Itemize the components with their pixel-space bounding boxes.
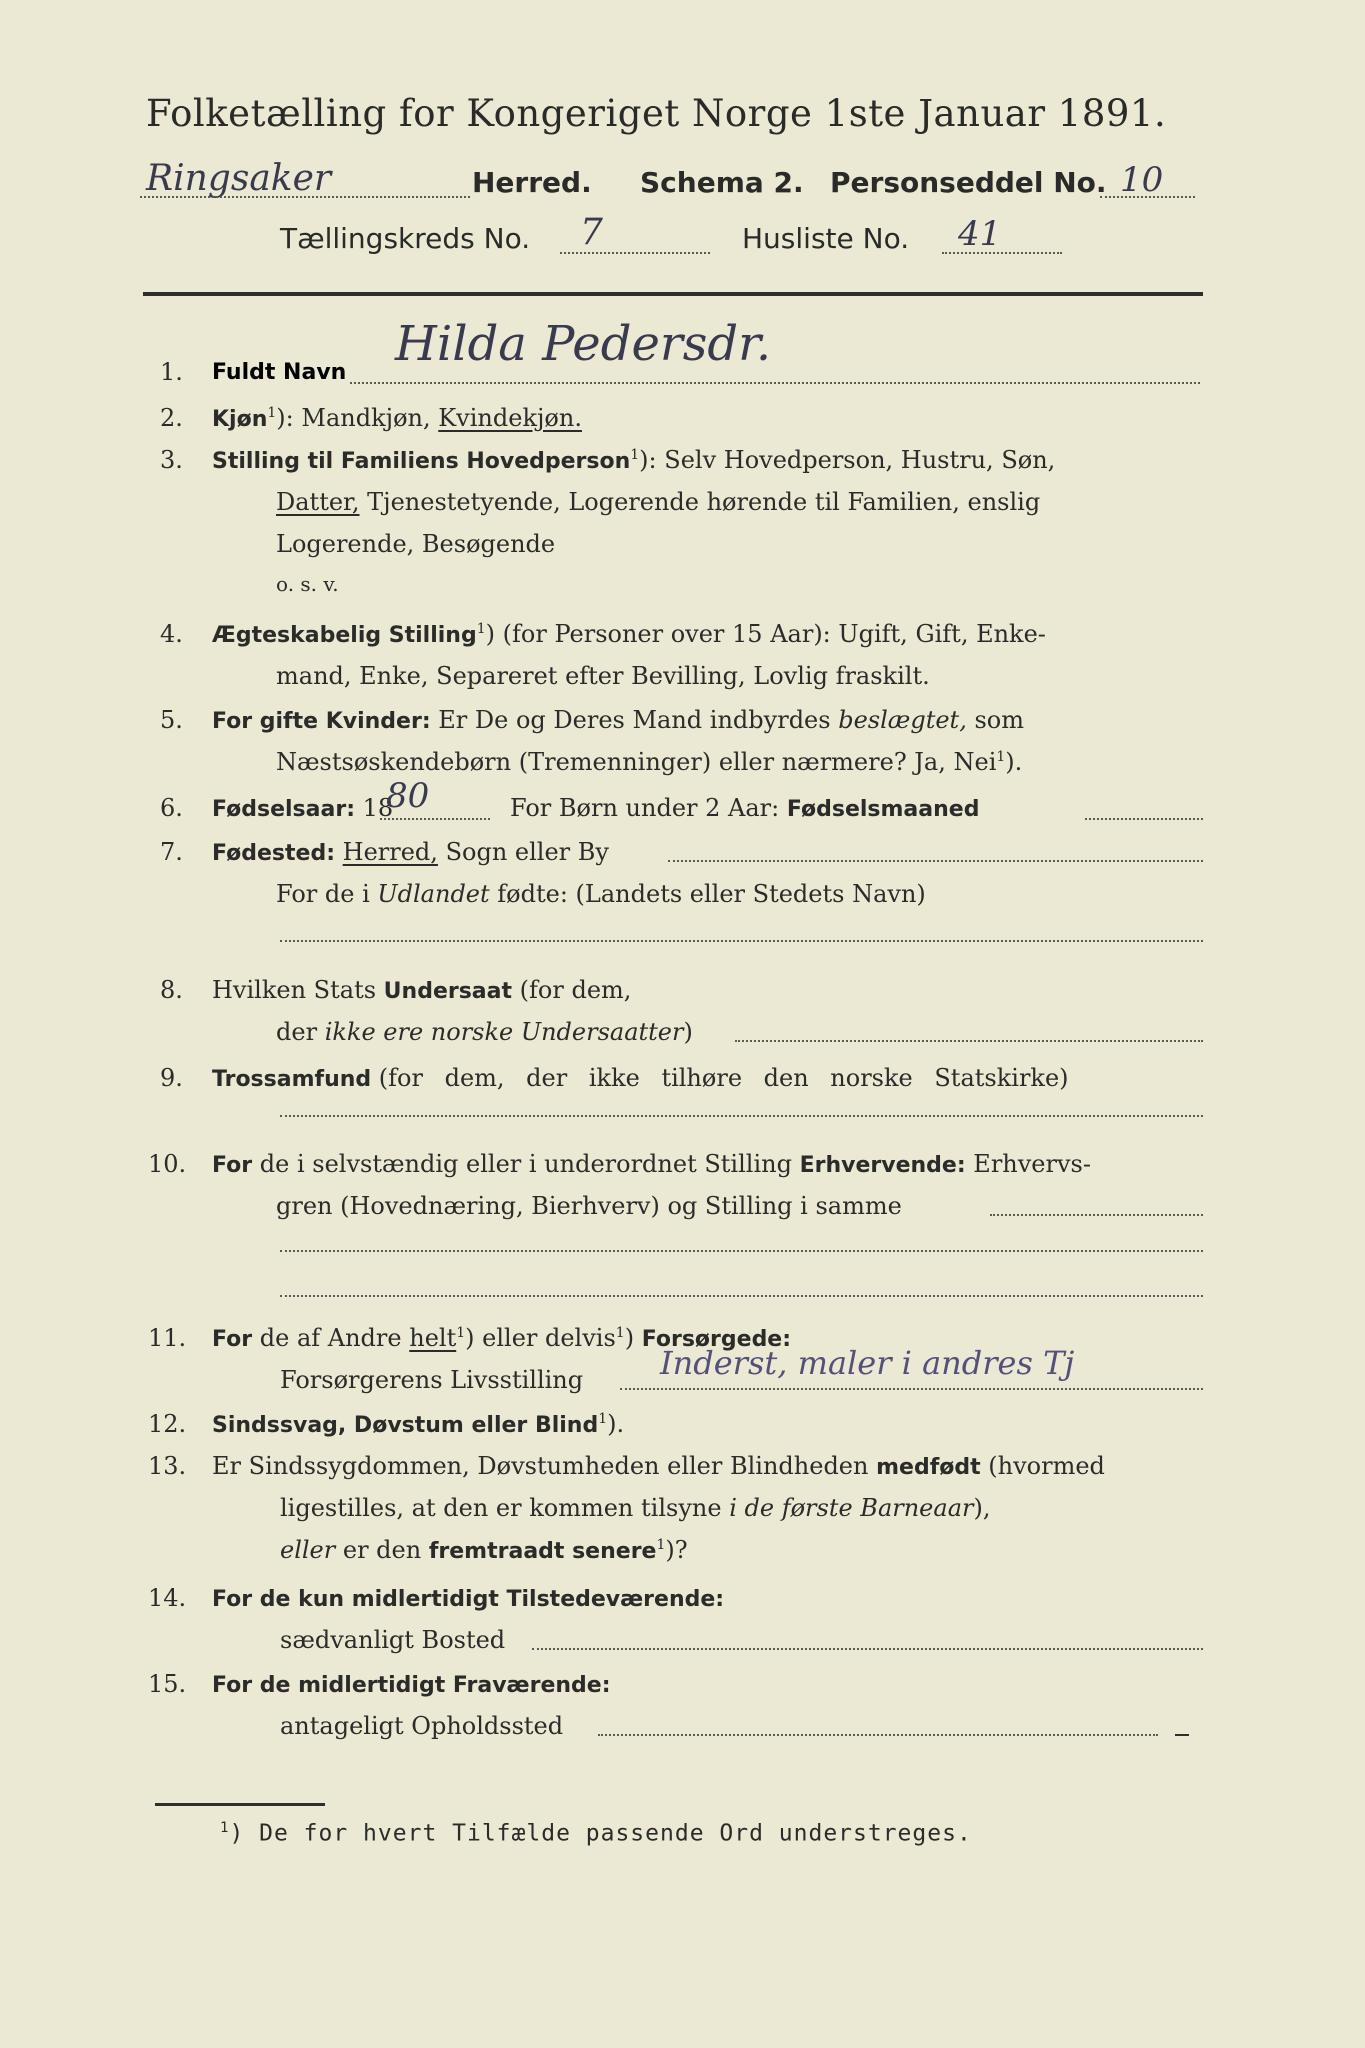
husliste-value: 41 — [958, 214, 1002, 254]
q13-line3: eller er den fremtraadt senere$^1$)? — [280, 1536, 688, 1564]
q1-number: 1. — [160, 358, 183, 386]
q7-line1: Fødested: Herred, Sogn eller By — [212, 838, 609, 866]
q8-dotted-line — [735, 1040, 1203, 1042]
q1-label: Fuldt Navn — [212, 360, 347, 385]
q4-line1: Ægteskabelig Stilling$^1$) (for Personer over 15 Aar): Ugift, Gift, Enke- — [212, 620, 1046, 648]
form-title: Folketælling for Kongeriget Norge 1ste Januar 1891. — [146, 92, 1167, 135]
q10-dotted-line2 — [280, 1250, 1203, 1252]
herred-value: Ringsaker — [146, 158, 332, 199]
footnote-text: $^1$) De for hvert Tilfælde passende Ord understreges. — [220, 1820, 972, 1847]
q15-dash — [1175, 1734, 1189, 1736]
q7-number: 7. — [160, 838, 183, 866]
q6-month-dotted-line — [1085, 818, 1203, 820]
q13-number: 13. — [148, 1452, 187, 1480]
q1-value: Hilda Pedersdr. — [395, 316, 772, 372]
q14-line1: For de kun midlertidigt Tilstedeværende: — [212, 1587, 725, 1612]
q15-line1: For de midlertidigt Fraværende: — [212, 1673, 611, 1698]
q12-number: 12. — [148, 1410, 187, 1438]
q10-number: 10. — [148, 1150, 187, 1178]
q11-line2: Forsørgerens Livsstilling — [280, 1366, 584, 1394]
q2-number: 2. — [160, 404, 183, 432]
q11-number: 11. — [148, 1324, 187, 1352]
q2-line: Kjøn$^1$): Mandkjøn, Kvindekjøn. — [212, 404, 582, 432]
q9-line1: Trossamfund (for dem, der ikke tilhøre den norske Statskirke) — [212, 1064, 1069, 1092]
personseddel-dotted-line — [1100, 196, 1195, 198]
q8-line2: der ikke ere norske Undersaatter) — [276, 1018, 693, 1046]
q11-value: Inderst, maler i andres Tj — [660, 1344, 1075, 1382]
q8-number: 8. — [160, 976, 183, 1004]
q6-mid: For Børn under 2 Aar: Fødselsmaaned — [510, 794, 980, 822]
q3-line2: Datter, Tjenestetyende, Logerende hørende til Familien, enslig — [276, 488, 1041, 516]
personseddel-label: Personseddel No. — [830, 166, 1107, 199]
q12-line: Sindssvag, Døvstum eller Blind$^1$). — [212, 1410, 625, 1438]
q5-line2: Næstsøskendebørn (Tremenninger) eller nærmere? Ja, Nei$^1$). — [276, 748, 1023, 776]
q11-dotted-line — [620, 1388, 1203, 1390]
q3-line4: o. s. v. — [276, 572, 339, 596]
q6-value: 80 — [386, 776, 430, 816]
q8-line1: Hvilken Stats Undersaat (for dem, — [212, 976, 632, 1004]
husliste-label: Husliste No. — [742, 222, 910, 255]
q4-number: 4. — [160, 620, 183, 648]
q6-year-dotted-line — [380, 818, 490, 820]
q9-dotted-line — [280, 1115, 1203, 1117]
q10-dotted-line1 — [990, 1214, 1203, 1216]
schema-label: Schema 2. — [640, 166, 804, 199]
header-divider — [143, 292, 1203, 296]
q2-underlined: Kvindekjøn. — [438, 404, 582, 432]
q1-dotted-line — [350, 382, 1200, 384]
q6-number: 6. — [160, 794, 183, 822]
kreds-dotted-line — [560, 252, 710, 254]
q14-dotted-line — [532, 1648, 1203, 1650]
kreds-label: Tællingskreds No. — [280, 222, 531, 255]
q6-label: Fødselsaar: 18 — [212, 794, 394, 822]
q3-line3: Logerende, Besøgende — [276, 530, 556, 558]
herred-label: Herred. — [472, 166, 592, 199]
q10-dotted-line3 — [280, 1295, 1203, 1297]
q5-line1: For gifte Kvinder: Er De og Deres Mand indbyrdes beslægtet, som — [212, 706, 1024, 734]
footnote-rule — [155, 1803, 325, 1806]
herred-dotted-line — [140, 196, 470, 198]
q3-line1: Stilling til Familiens Hovedperson$^1$): Selv Hovedperson, Hustru, Søn, — [212, 446, 1056, 474]
q14-number: 14. — [148, 1584, 187, 1612]
kreds-value: 7 — [580, 212, 603, 253]
q3-number: 3. — [160, 446, 183, 474]
personseddel-value: 10 — [1120, 160, 1164, 200]
q11-line1: For de af Andre helt$^1$) eller delvis$^1$) Forsørgede: — [212, 1324, 792, 1352]
q4-line2: mand, Enke, Separeret efter Bevilling, Lovlig fraskilt. — [276, 662, 930, 690]
q13-line1: Er Sindssygdommen, Døvstumheden eller Blindheden medfødt (hvormed — [212, 1452, 1105, 1480]
q10-line2: gren (Hovednæring, Bierhverv) og Stilling i samme — [276, 1192, 902, 1220]
q5-number: 5. — [160, 706, 183, 734]
q10-line1: For de i selvstændig eller i underordnet Stilling Erhvervende: Erhvervs- — [212, 1150, 1091, 1178]
q13-line2: ligestilles, at den er kommen tilsyne i de første Barneaar), — [280, 1494, 991, 1522]
q9-number: 9. — [160, 1064, 183, 1092]
husliste-dotted-line — [942, 252, 1062, 254]
q15-line2: antageligt Opholdssted — [280, 1712, 564, 1740]
q7-dotted-line1 — [668, 860, 1203, 862]
q7-dotted-line2 — [280, 940, 1203, 942]
q14-line2: sædvanligt Bosted — [280, 1626, 506, 1654]
q15-number: 15. — [148, 1670, 187, 1698]
q15-dotted-line — [598, 1734, 1158, 1736]
q7-line2: For de i Udlandet fødte: (Landets eller Stedets Navn) — [276, 880, 926, 908]
